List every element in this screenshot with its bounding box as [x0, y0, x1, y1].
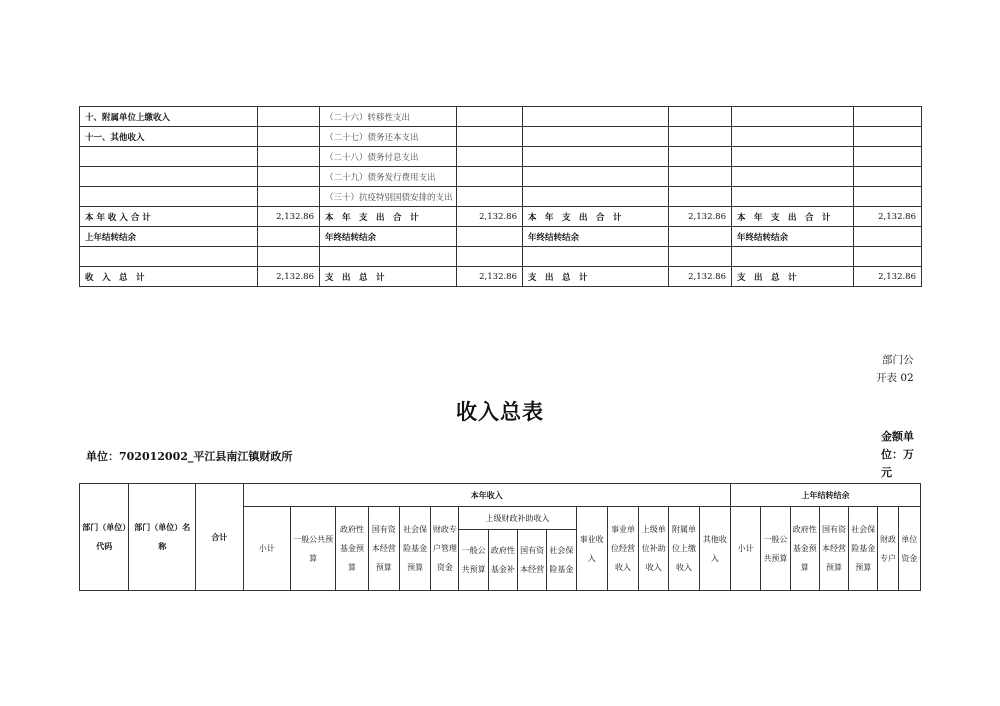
summary-amount-cell — [457, 167, 523, 187]
summary-amount-cell — [669, 227, 732, 247]
summary-amount-cell — [258, 107, 320, 127]
header-superior-unit-subsidy: 上级单位补助收入 — [639, 507, 669, 591]
header-sup-general: 一般公共预算 — [459, 530, 488, 591]
table-number-line-2: 开表 02 — [876, 372, 914, 384]
header-sup-gov-fund: 政府性基金补 — [488, 530, 517, 591]
summary-label-cell: （二十八）债务付息支出 — [320, 147, 457, 167]
header-superior-subsidy: 上级财政补助收入 — [459, 507, 576, 530]
header-py-subtotal: 小计 — [731, 507, 761, 591]
header-sup-social: 社会保险基金 — [547, 530, 576, 591]
header-total: 合计 — [196, 484, 243, 591]
summary-amount-cell: 2,132.86 — [457, 267, 523, 287]
summary-amount-cell — [854, 247, 922, 267]
header-dept-name: 部门（单位）名称 — [129, 484, 196, 591]
summary-label-cell: 上年结转结余 — [80, 227, 258, 247]
header-state-capital: 国有资本经营预算 — [368, 507, 399, 591]
summary-label-cell: 年终结转结余 — [732, 227, 854, 247]
amount-unit-label: 金额单位：万元 — [881, 430, 914, 479]
header-other-income: 其他收入 — [699, 507, 730, 591]
header-social-insurance: 社会保险基金预算 — [399, 507, 430, 591]
summary-label-cell: 支 出 总 计 — [523, 267, 669, 287]
summary-amount-cell — [258, 127, 320, 147]
header-operating-income: 事业单位经营收入 — [607, 507, 638, 591]
header-py-fiscal-special: 财政专户 — [878, 507, 898, 591]
summary-label-cell — [80, 247, 258, 267]
summary-label-cell: 本 年 支 出 合 计 — [320, 207, 457, 227]
summary-label-cell — [523, 167, 669, 187]
summary-label-cell: 十一、其他收入 — [80, 127, 258, 147]
header-py-state-capital: 国有资本经营预算 — [819, 507, 848, 591]
summary-amount-cell — [457, 107, 523, 127]
summary-label-cell: （二十七）债务还本支出 — [320, 127, 457, 147]
summary-label-cell — [523, 107, 669, 127]
summary-label-cell — [732, 107, 854, 127]
header-py-social: 社会保险基金预算 — [849, 507, 878, 591]
summary-label-cell — [732, 127, 854, 147]
unit-label: 单位：702012002_平江县南江镇财政所 — [86, 450, 293, 463]
summary-amount-cell: 2,132.86 — [669, 267, 732, 287]
summary-amount-cell: 2,132.86 — [854, 207, 922, 227]
summary-row — [80, 247, 922, 267]
summary-amount-cell — [457, 147, 523, 167]
summary-label-cell: 本 年 收 入 合 计 — [80, 207, 258, 227]
table-number-line-1: 部门公 — [882, 354, 914, 366]
summary-row — [80, 267, 922, 287]
summary-label-cell — [80, 187, 258, 207]
summary-row — [80, 227, 922, 247]
summary-amount-cell — [669, 187, 732, 207]
header-subtotal: 小计 — [243, 507, 290, 591]
summary-amount-cell — [854, 187, 922, 207]
summary-label-cell: （二十九）债务发行费用支出 — [320, 167, 457, 187]
summary-label-cell — [80, 147, 258, 167]
header-py-gov-fund: 政府性基金预算 — [790, 507, 819, 591]
summary-amount-cell: 2,132.86 — [854, 267, 922, 287]
summary-label-cell: （二十六）转移性支出 — [320, 107, 457, 127]
summary-label-cell: 本 年 支 出 合 计 — [732, 207, 854, 227]
header-business-income: 事业收入 — [576, 507, 607, 591]
summary-amount-cell — [258, 147, 320, 167]
summary-label-cell — [732, 187, 854, 207]
income-total-header-table — [79, 483, 921, 591]
summary-amount-cell — [669, 247, 732, 267]
summary-row — [80, 127, 922, 147]
header-current-year-income: 本年收入 — [243, 484, 731, 507]
summary-amount-cell — [258, 227, 320, 247]
summary-amount-cell — [669, 107, 732, 127]
summary-label-cell: 年终结转结余 — [523, 227, 669, 247]
summary-amount-cell: 2,132.86 — [457, 207, 523, 227]
summary-amount-cell — [457, 127, 523, 147]
summary-amount-cell — [457, 187, 523, 207]
summary-label-cell: 支 出 总 计 — [732, 267, 854, 287]
summary-label-cell — [732, 167, 854, 187]
summary-row — [80, 147, 922, 167]
summary-label-cell: 支 出 总 计 — [320, 267, 457, 287]
summary-amount-cell — [854, 147, 922, 167]
summary-amount-cell: 2,132.86 — [258, 267, 320, 287]
header-sup-state-capital: 国有资本经营 — [518, 530, 547, 591]
summary-label-cell — [320, 247, 457, 267]
summary-label-cell — [80, 167, 258, 187]
summary-label-cell: 本 年 支 出 合 计 — [523, 207, 669, 227]
summary-amount-cell: 2,132.86 — [258, 207, 320, 227]
header-affiliated-income: 附属单位上缴收入 — [669, 507, 699, 591]
header-dept-code: 部门（单位）代码 — [80, 484, 129, 591]
summary-row — [80, 167, 922, 187]
header-prior-year-carryover: 上年结转结余 — [731, 484, 921, 507]
summary-row — [80, 107, 922, 127]
summary-amount-cell — [854, 107, 922, 127]
header-py-unit-funds: 单位资金 — [898, 507, 920, 591]
summary-label-cell — [523, 147, 669, 167]
summary-label-cell: 十、附属单位上缴收入 — [80, 107, 258, 127]
summary-amount-cell: 2,132.86 — [669, 207, 732, 227]
summary-row — [80, 187, 922, 207]
income-expense-summary-table — [79, 106, 922, 287]
summary-amount-cell — [669, 127, 732, 147]
summary-amount-cell — [669, 147, 732, 167]
summary-row — [80, 207, 922, 227]
summary-label-cell — [732, 247, 854, 267]
header-py-general: 一般公共预算 — [761, 507, 790, 591]
summary-amount-cell — [457, 227, 523, 247]
summary-label-cell — [732, 147, 854, 167]
summary-amount-cell — [854, 167, 922, 187]
summary-amount-cell — [258, 187, 320, 207]
header-general-budget: 一般公共预算 — [290, 507, 335, 591]
summary-amount-cell — [258, 247, 320, 267]
header-fiscal-special: 财政专户管理资金 — [431, 507, 459, 591]
summary-amount-cell — [854, 127, 922, 147]
summary-amount-cell — [669, 167, 732, 187]
summary-amount-cell — [258, 167, 320, 187]
header-gov-fund: 政府性基金预算 — [336, 507, 368, 591]
summary-label-cell: 年终结转结余 — [320, 227, 457, 247]
summary-label-cell — [523, 187, 669, 207]
summary-label-cell: 收 入 总 计 — [80, 267, 258, 287]
summary-label-cell — [523, 127, 669, 147]
page-title: 收入总表 — [456, 399, 544, 424]
summary-label-cell: （三十）抗疫特别国债安排的支出 — [320, 187, 457, 207]
summary-amount-cell — [457, 247, 523, 267]
summary-amount-cell — [854, 227, 922, 247]
summary-label-cell — [523, 247, 669, 267]
